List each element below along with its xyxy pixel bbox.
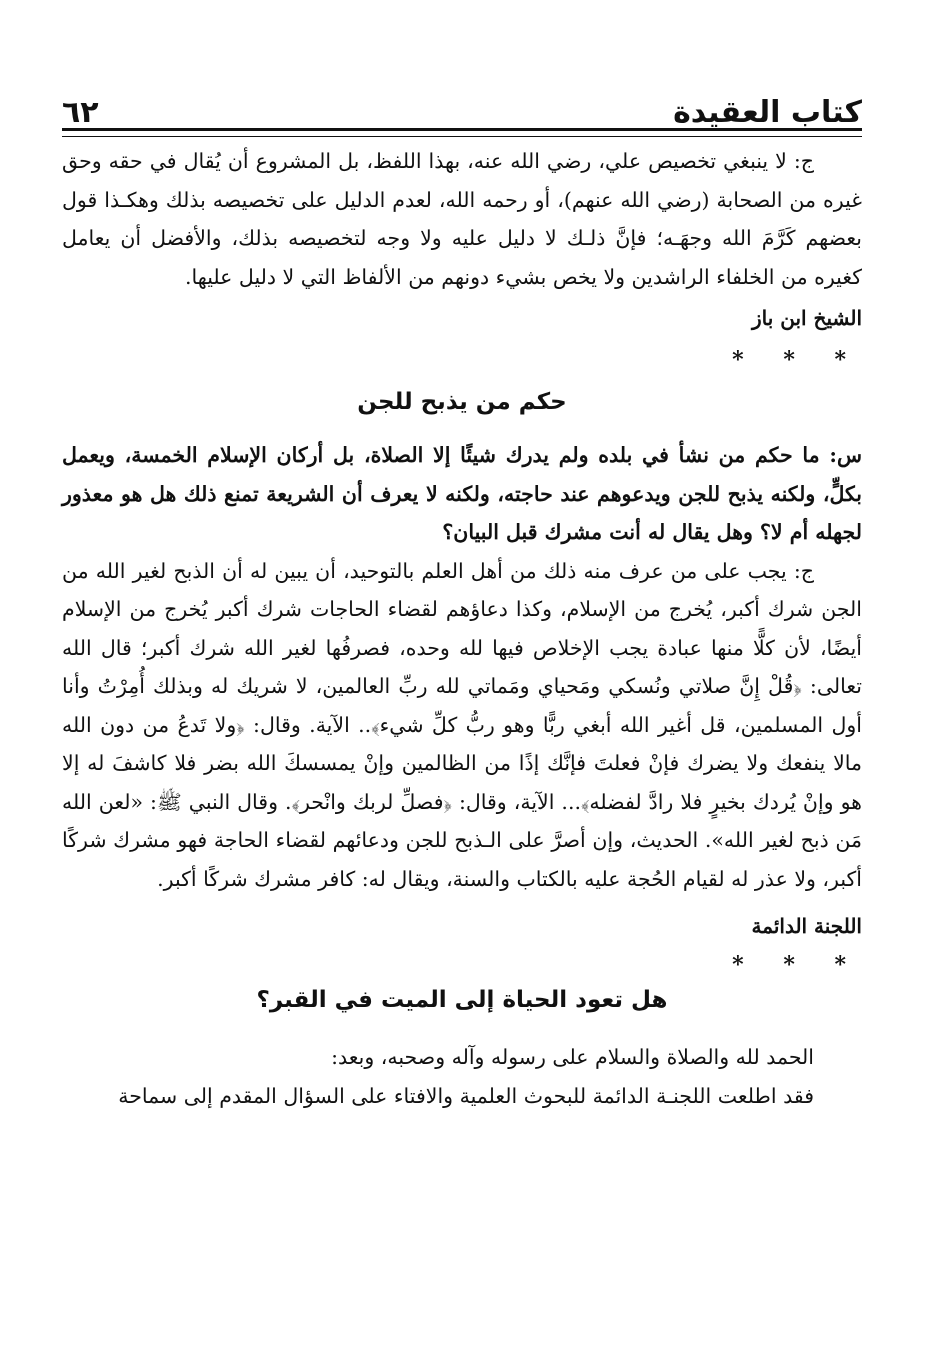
page-header (62, 86, 862, 128)
section-title-jinn-sacrifice: حكم من يذبح للجن (357, 389, 567, 415)
answer-paragraph-1: ج: لا ينبغي تخصيص علي، رضي الله عنه، بهذا اللفظ، بل المشروع أن يُقال في حقه وحق غيره من الصحابة (رضي الله عنهم)، أو رحمه الله، لعدم الدليل على تخصيصه بذلك وهكـذا قول بعضهم كَرَّمَ الله وجهَـه؛ فإنَّ ذلـك لا دليل عليه ولا وجه لتخصيصه بذلك، والأفضل أن يعامل كغيره من الخلفاء الراشدين ولا يخص بشيء دونهم من الألفاظ التي لا دليل عليها. (62, 149, 862, 289)
opening-line: الحمد لله والصلاة والسلام على رسوله وآله وصحبه، وبعد: (331, 1045, 814, 1069)
header-rule-thick (62, 128, 862, 131)
section-separator-2: * * * (732, 952, 862, 978)
signature-ibn-baz: الشيخ ابن باز (751, 306, 862, 330)
section-separator: * * * (732, 347, 862, 373)
page-number: ٦٢ (62, 95, 99, 130)
section-title-life-in-grave: هل تعود الحياة إلى الميت في القبر؟ (256, 987, 668, 1013)
signature-permanent-committee: اللجنة الدائمة (751, 914, 862, 938)
body-line: فقد اطلعت اللجنـة الدائمة للبحوث العلمية والافتاء على السؤال المقدم إلى سماحة (118, 1083, 814, 1108)
page-body (62, 142, 862, 1115)
book-title: كتاب العقيدة (673, 95, 862, 130)
answer-paragraph-2: ج: يجب على من عرف منه ذلك من أهل العلم بالتوحيد، أن يبين له أن الذبح لغير الله من الجن شرك أكبر، يُخرج من الإسلام، وكذا دعاؤهم لقضاء الحاجات شرك أكبر يُخرج من الإسلام أيضًا، لأن كلًّا منها عبادة يجب الإخلاص فيها لله وحده، فصرفُها لغير الله شرك أكبر؛ قال الله تعالى: ﴿قُلْ إِنَّ صلاتي ونُسكي ومَحياي ومَماتي لله ربِّ العالمين، لا شريك له وبذلك أُمِرْتُ وأنا أول المسلمين، قل أغير الله أبغي ربًّا وهو ربُّ كلِّ شيء﴾.. الآية. وقال: ﴿ولا تَدعُ من دون الله مالا ينفعك ولا يضرك فإنْ فعلتَ فإنَّك إذًا من الظالمين وإنْ يمسسكَ الله بضر فلا كاشفَ له إلا هو وإنْ يُردك بخيرٍ فلا رادَّ لفضله﴾... الآية، وقال: ﴿فصلِّ لربك وانْحر﴾. وقال النبي ﷺ: «لعن الله مَن ذبح لغير الله». الحديث، وإن أصرَّ على الـذبح للجن ودعائهم لقضاء الحاجة فهو مشرك شركًا أكبر، ولا عذر له لقيام الحُجة عليه بالكتاب والسنة، ويقال له: كافر مشرك شركًا أكبر. (62, 558, 862, 891)
question-paragraph: س: ما حكم من نشأ في بلده ولم يدرك شيئًا إلا الصلاة، بل أركان الإسلام الخمسة، ويعمل بكلٍّ، ولكنه يذبح للجن ويدعوهم عند حاجته، ولكنه لا يعرف أن الشريعة تمنع ذلك هل هو معذور لجهله أم لا؟ وهل يقال له أنت مشرك قبل البيان؟ (62, 443, 862, 544)
header-rule-thin (62, 136, 862, 137)
